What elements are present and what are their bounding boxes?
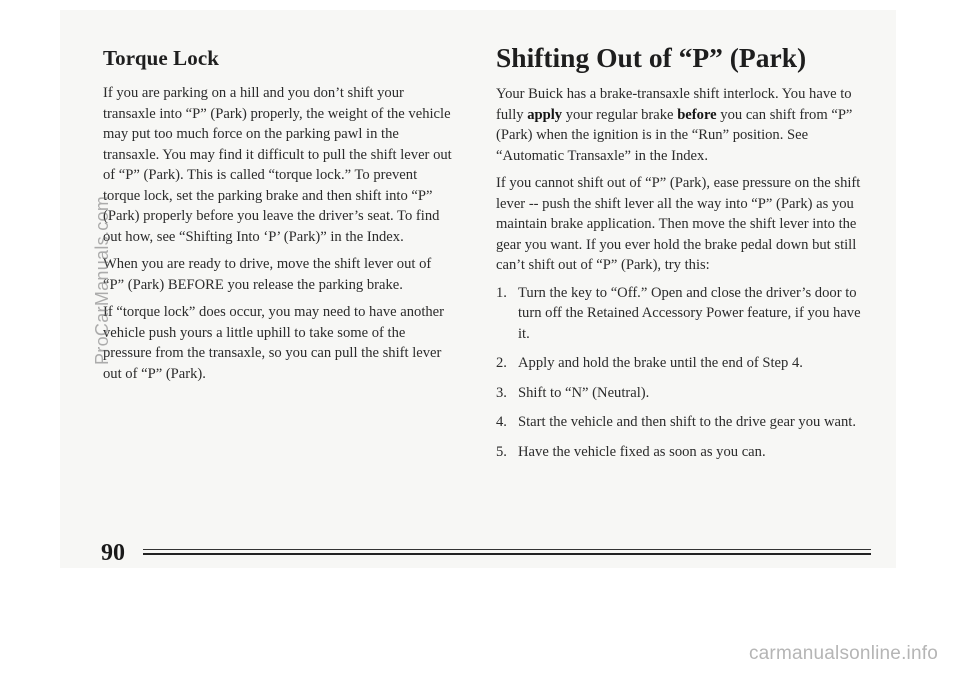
step-item bbox=[496, 442, 871, 463]
step-item bbox=[496, 383, 871, 404]
step-number: 2. bbox=[496, 355, 507, 371]
step-item bbox=[496, 412, 871, 433]
interlock-paragraph bbox=[496, 84, 871, 166]
step-item bbox=[496, 283, 871, 345]
page-footer bbox=[101, 540, 871, 570]
step-text: Apply and hold the brake until the end of Step 4. bbox=[518, 355, 803, 371]
left-column bbox=[103, 42, 453, 391]
footer-rule-thin bbox=[143, 549, 871, 550]
carmanualsonline-watermark: carmanualsonline.info bbox=[748, 643, 938, 664]
page-number: 90 bbox=[101, 540, 125, 566]
interlock-text-a: Your Buick has a brake-transaxle shift interlock. You have to fully bbox=[496, 86, 852, 123]
torque-lock-paragraph-3: If “torque lock” does occur, you may need to have another vehicle push yours a little uphill to take some of the pressure from the transaxle, so you can pull the shift lever out of “P” (Park). bbox=[103, 304, 445, 382]
step-text: Shift to “N” (Neutral). bbox=[518, 384, 650, 401]
shifting-out-of-park-heading: Shifting Out of “P” (Park) bbox=[496, 42, 807, 73]
before-emphasis: before bbox=[677, 106, 717, 123]
step-text: Turn the key to “Off.” Open and close the driver’s door to turn off the Retained Accessory Power feature, if you have it. bbox=[518, 284, 861, 342]
step-text: Start the vehicle and then shift to the drive gear you want. bbox=[518, 414, 856, 430]
torque-lock-paragraph-1: If you are parking on a hill and you don’t shift your transaxle into “P” (Park) properly, the weight of the vehicle may put too much force on the parking pawl in the transaxle. You may find it difficult to pull the shift lever out of “P” (Park). This is called “torque lock.” To prevent torque lock, set the parking brake and then shift into “P” (Park) properly before you leave the driver’s seat. To find out how, see “Shifting Into ‘P’ (Park)” in the Index. bbox=[103, 85, 452, 245]
torque-lock-heading: Torque Lock bbox=[103, 46, 220, 70]
cannot-shift-paragraph: If you cannot shift out of “P” (Park), ease pressure on the shift lever -- push the shift lever all the way into “P” (Park) as you maintain brake application. Then move the shift lever into the gear you want. If you ever hold the brake pedal down but still can’t shift out of “P” (Park), try this: bbox=[496, 175, 861, 273]
apply-emphasis: apply bbox=[527, 106, 563, 123]
step-number: 3. bbox=[496, 384, 507, 401]
steps-list bbox=[496, 283, 871, 463]
step-number: 5. bbox=[496, 443, 507, 460]
step-number: 1. bbox=[496, 284, 507, 301]
interlock-text-c: your regular brake bbox=[562, 106, 678, 123]
footer-rule-thick bbox=[143, 553, 871, 555]
step-item bbox=[496, 353, 871, 374]
step-text: Have the vehicle fixed as soon as you can. bbox=[518, 443, 766, 460]
step-number: 4. bbox=[496, 414, 507, 430]
right-column bbox=[496, 42, 871, 471]
torque-lock-paragraph-2: When you are ready to drive, move the shift lever out of “P” (Park) BEFORE you release the parking brake. bbox=[103, 256, 432, 293]
interlock-text-d: you can shift from “P” (Park) when the ignition is in the “Run” position. See “Automatic Transaxle” in the Index. bbox=[496, 106, 853, 164]
procarmanuals-watermark: ProCarManuals.com bbox=[92, 195, 112, 365]
